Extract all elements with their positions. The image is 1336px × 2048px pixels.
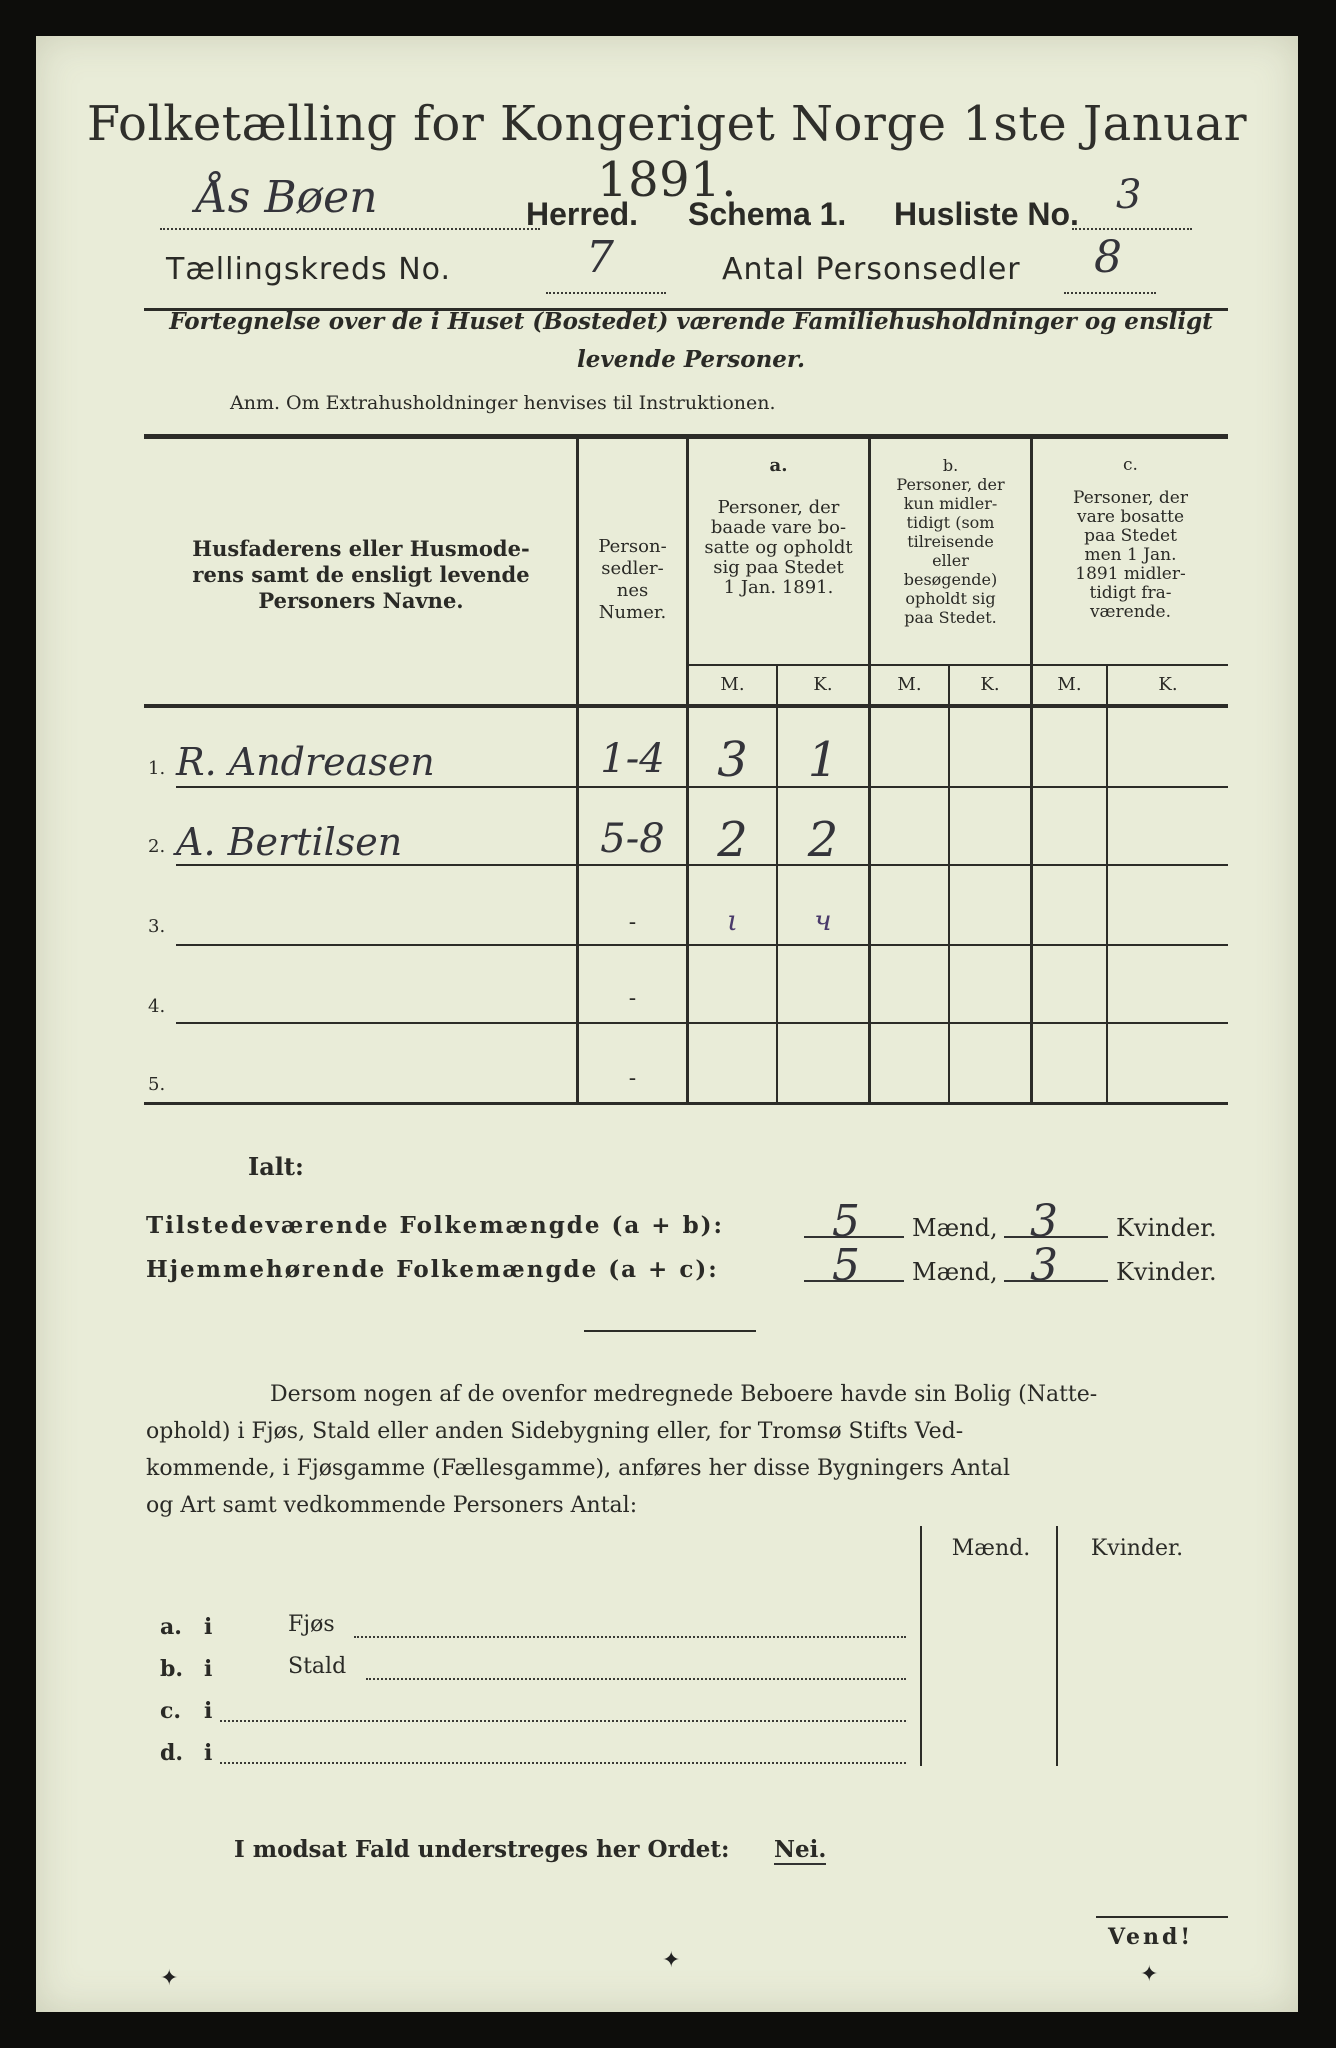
antal-value: 8: [1094, 232, 1122, 283]
col-c-line-7: værende.: [1089, 602, 1172, 622]
col-num-line-4: Numer.: [598, 602, 667, 623]
col-name-line-2: rens samt de ensligt levende: [192, 562, 530, 587]
col-num-line-3: nes: [616, 580, 649, 601]
col-c-line-1: Personer, der: [1073, 488, 1188, 508]
herred-label: Herred.: [526, 196, 639, 232]
hjemme-k-value: 3: [1030, 1240, 1058, 1291]
item-letter: c.: [160, 1698, 182, 1724]
row-sedler-num: 1-4: [600, 736, 665, 782]
census-form-sheet: [36, 36, 1298, 2012]
item-i: i: [204, 1740, 213, 1766]
col-b-line-4: tilreisende: [907, 532, 994, 551]
col-c-line-2: vare bosatte: [1076, 507, 1185, 527]
husliste-value: 3: [1116, 172, 1142, 218]
husliste-label: Husliste No.: [894, 196, 1079, 232]
item-dotted-line: [220, 1706, 906, 1722]
nei-word: Nei.: [774, 1836, 827, 1863]
buildings-line-3: kommende, i Fjøsgamme (Fællesgamme), anføres her disse Bygningers Antal: [146, 1456, 1010, 1481]
herred-handwritten: Ås Bøen: [196, 172, 378, 223]
item-i: i: [204, 1614, 213, 1640]
col-a-letter: a.: [769, 455, 788, 476]
hjemme-maend: Mænd,: [912, 1258, 998, 1286]
corner-mark-left: ✦: [160, 1966, 179, 1991]
col-c-line-4: men 1 Jan.: [1084, 545, 1177, 565]
mk-header-rule: [686, 664, 1228, 666]
hjemme-label: Hjemmehørende Folkemængde (a + c):: [146, 1256, 719, 1283]
kreds-value: 7: [586, 232, 614, 283]
tilstede-maend: Mænd,: [912, 1214, 998, 1242]
col-b-line-8: paa Stedet.: [904, 608, 997, 627]
hjemme-m-value: 5: [832, 1240, 860, 1291]
center-mark: ✦: [662, 1948, 681, 1973]
col-a-header: [689, 456, 868, 598]
row-a-m: 2: [717, 812, 748, 868]
antal-label: Antal Personsedler: [722, 252, 1021, 287]
c-k-label: K.: [1158, 674, 1178, 695]
col-c-letter: c.: [1123, 455, 1138, 475]
kreds-label: Tællingskreds No.: [166, 252, 451, 287]
col-name-line-3: Personers Navne.: [258, 588, 464, 613]
modsat-text: I modsat Fald understreges her Ordet:: [234, 1836, 730, 1863]
buildings-line-1: Dersom nogen af de ovenfor medregnede Beboere havde sin Bolig (Natte-: [270, 1382, 1098, 1407]
col-c-line-3: paa Stedet: [1084, 526, 1177, 546]
col-b-line-6: besøgende): [903, 570, 998, 589]
item-letter: a.: [160, 1614, 182, 1640]
col-b-line-5: eller: [932, 551, 969, 570]
intro-line-2: levende Personer.: [577, 346, 805, 373]
item-i: i: [204, 1698, 213, 1724]
col-b-letter: b.: [942, 456, 959, 475]
a-k-label: K.: [813, 674, 833, 695]
buildings-line-4: og Art samt vedkommende Personers Antal:: [146, 1493, 638, 1518]
item-i: i: [204, 1656, 213, 1682]
item-dotted-line: [366, 1664, 906, 1680]
buildings-paragraph: [146, 1376, 1230, 1524]
col-b-line-2: kun midler-: [903, 494, 998, 513]
ialt-label: Ialt:: [248, 1152, 304, 1181]
col-num-header: [579, 536, 686, 624]
item-label: Fjøs: [288, 1612, 335, 1637]
col-num-line-1: Person-: [598, 536, 667, 557]
c-m-label: M.: [1057, 674, 1082, 695]
row-a-k: 2: [807, 812, 839, 868]
row-a-m: ι: [727, 904, 738, 937]
buildings-maend-header: Mænd.: [951, 1536, 1031, 1561]
row-number: 3.: [148, 916, 166, 937]
a-m-label: M.: [720, 674, 745, 695]
row-a-k: 1: [807, 732, 839, 788]
item-label: Stald: [288, 1654, 347, 1679]
col-a-line-4: sig paa Stedet: [713, 557, 844, 578]
intro-line-1: Fortegnelse over de i Huset (Bostedet) værende Familiehusholdninger og ensligt: [169, 308, 1213, 335]
item-dotted-line: [354, 1622, 906, 1638]
col-c-header: [1033, 456, 1228, 622]
vend-label: Vend!: [1108, 1924, 1194, 1950]
row-name: A. Bertilsen: [176, 820, 403, 864]
divider-short: [584, 1330, 756, 1332]
row-sedler-num: -: [628, 1066, 637, 1091]
buildings-kvinder-header: Kvinder.: [1090, 1536, 1184, 1561]
item-dotted-line: [220, 1748, 906, 1764]
col-c-line-6: tidigt fra-: [1089, 583, 1172, 603]
b-m-label: M.: [897, 674, 922, 695]
tilstede-k-value: 3: [1030, 1196, 1058, 1247]
row-name: R. Andreasen: [176, 740, 435, 784]
row-rule-3: [176, 944, 1228, 946]
col-a-line-2: baade vare bo-: [710, 517, 847, 538]
buildings-col-divider-2: [1056, 1526, 1058, 1766]
col-b-header: [871, 456, 1030, 627]
row-a-m: 3: [717, 732, 748, 788]
row-sedler-num: 5-8: [600, 816, 665, 862]
col-a-line-1: Personer, der: [717, 497, 840, 518]
col-a-line-3: satte og opholdt: [704, 537, 853, 558]
row-sedler-num: -: [628, 986, 637, 1011]
col-name-header: [146, 536, 576, 614]
col-a-line-5: 1 Jan. 1891.: [723, 577, 834, 598]
schema-label: Schema 1.: [688, 196, 847, 232]
col-divider-c-mk: [1106, 666, 1108, 1102]
col-c-line-5: 1891 midler-: [1075, 564, 1186, 584]
row-rule-4: [176, 1022, 1228, 1024]
col-b-line-3: tidigt (som: [906, 513, 995, 532]
vend-rule: [1096, 1916, 1228, 1918]
form-title: Folketælling for Kongeriget Norge 1ste Januar 1891.: [86, 96, 1248, 208]
row-a-k: ч: [814, 904, 832, 937]
row-sedler-num: -: [628, 910, 637, 935]
buildings-col-divider-1: [920, 1526, 922, 1766]
item-letter: b.: [160, 1656, 184, 1682]
col-b-line-7: opholdt sig: [905, 589, 996, 608]
col-name-line-1: Husfaderens eller Husmode-: [192, 536, 530, 561]
row-number: 1.: [148, 758, 166, 779]
col-divider-b-mk: [948, 666, 950, 1102]
col-num-line-2: sedler-: [601, 558, 664, 579]
b-k-label: K.: [980, 674, 1000, 695]
hjemme-kvinder: Kvinder.: [1116, 1258, 1217, 1286]
row-number: 5.: [148, 1074, 166, 1095]
col-b-line-1: Personer, der: [896, 475, 1005, 494]
row-number: 2.: [148, 836, 166, 857]
row-number: 4.: [148, 996, 166, 1017]
buildings-line-2: ophold) i Fjøs, Stald eller anden Sidebygning eller, for Tromsø Stifts Ved-: [146, 1419, 964, 1444]
item-letter: d.: [160, 1740, 184, 1766]
tilstede-label: Tilstedeværende Folkemængde (a + b):: [146, 1212, 725, 1239]
tilstede-m-value: 5: [832, 1196, 860, 1247]
corner-mark-right: ✦: [1140, 1962, 1159, 1987]
anm-note: Anm. Om Extrahusholdninger henvises til Instruktionen.: [230, 392, 776, 414]
tilstede-kvinder: Kvinder.: [1116, 1214, 1217, 1242]
